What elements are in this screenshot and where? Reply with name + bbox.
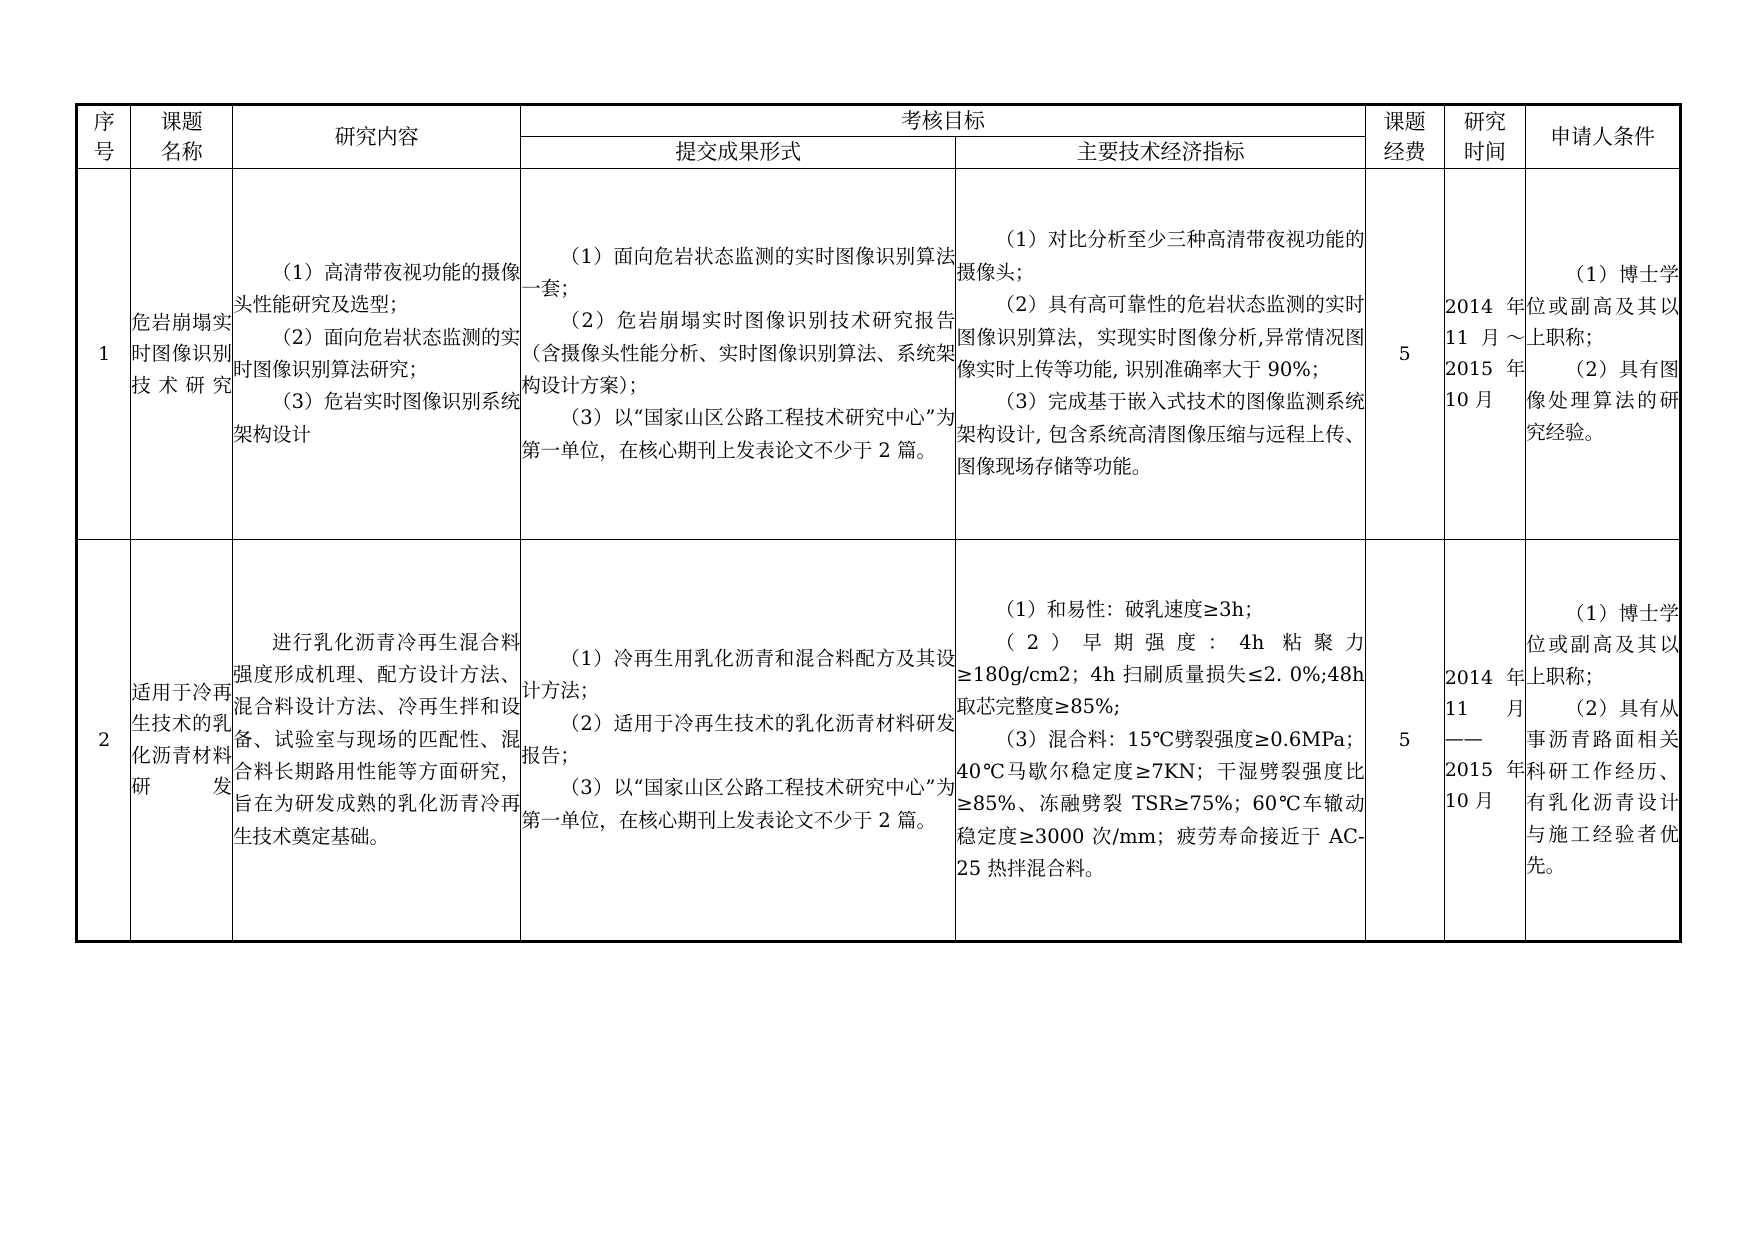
header-topic-name-line2: 名称 (160, 139, 203, 164)
header-research-content: 研究内容 (232, 105, 520, 169)
tech-index-item: （3）完成基于嵌入式技术的图像监测系统架构设计, 包含系统高清图像压缩与远程上传、图像现场存储等功能。 (956, 390, 1365, 478)
header-duration-line2: 时间 (1463, 139, 1506, 164)
research-content-item: （1）高清带夜视功能的摄像头性能研究及选型； (232, 260, 521, 317)
research-content-item: （3）危岩实时图像识别系统架构设计 (232, 390, 521, 446)
cell-duration (1444, 539, 1525, 941)
research-content-item: 进行乳化沥青冷再生混合料强度形成机理、配方设计方法、混合料设计方法、冷再生拌和设备、试验室与现场的匹配性、混合料长期路用性能等方面研究，旨在为研发成熟的乳化沥青冷再生技术奠定基础。 (232, 630, 521, 848)
research-topics-table (75, 103, 1682, 943)
topic-name-text: 危岩崩塌实时图像识别技术研究 (131, 310, 232, 397)
cell-funding: 5 (1365, 539, 1444, 941)
header-duration-line1: 研究 (1463, 109, 1506, 134)
applicant-condition-item: （1）博士学位或副高及其以上职称； (1526, 263, 1679, 350)
cell-funding: 5 (1365, 168, 1444, 539)
cell-duration (1444, 168, 1525, 539)
applicant-condition-item: （1）博士学位或副高及其以上职称； (1526, 601, 1679, 688)
cell-topic-name (131, 539, 233, 941)
deliverable-form-item: （2）危岩崩塌实时图像识别技术研究报告（含摄像头性能分析、实时图像识别算法、系统架构设计方案）； (521, 309, 956, 398)
topic-name-text: 适用于冷再生技术的乳化沥青材料研发 (131, 680, 232, 799)
header-seq-line2: 号 (93, 139, 115, 164)
header-seq-line1: 序 (93, 109, 115, 134)
cell-deliverable-form (521, 539, 956, 941)
applicant-condition-item: （2）具有从事沥青路面相关科研工作经历、有乳化沥青设计与施工经验者优先。 (1526, 696, 1679, 878)
applicant-condition-item: （2）具有图像处理算法的研究经验。 (1526, 357, 1679, 445)
header-funding-line2: 经费 (1383, 139, 1426, 164)
duration-text: 2014 年 11 月——2015 年 10 月 (1444, 666, 1526, 813)
tech-index-item: （2）早期强度：4h 粘聚力≥180g/cm2；4h 扫刷质量损失≤2. 0%;48h 取芯完整度≥85%; (956, 630, 1365, 719)
cell-deliverable-form (521, 168, 956, 539)
tech-index-item: （3）混合料：15℃劈裂强度≥0.6MPa；40℃马歇尔稳定度≥7KN；干湿劈裂强度比≥85%、冻融劈裂 TSR≥75%；60℃车辙动稳定度≥3000 次/mm；疲劳寿命接近于 AC-25 热拌混合料。 (956, 727, 1365, 881)
header-topic-name-line1: 课题 (160, 109, 203, 134)
table-row (77, 168, 1681, 539)
tech-index-item: （1）对比分析至少三种高清带夜视功能的摄像头； (956, 228, 1365, 284)
table-header-row-top (77, 105, 1681, 137)
cell-tech-economic-index (956, 539, 1365, 941)
cell-seq: 1 (77, 168, 131, 539)
research-topics-table-wrapper (75, 103, 1682, 943)
deliverable-form-item: （3）以“国家山区公路工程技术研究中心”为第一单位，在核心期刊上发表论文不少于 2 篇。 (521, 406, 956, 462)
header-seq (77, 105, 131, 169)
deliverable-form-item: （3）以“国家山区公路工程技术研究中心”为第一单位，在核心期刊上发表论文不少于 2 篇。 (521, 776, 956, 832)
tech-index-item: （1）和易性：破乳速度≥3h； (995, 598, 1264, 622)
deliverable-form-item: （1）面向危岩状态监测的实时图像识别算法一套； (521, 244, 956, 300)
header-applicant-conditions: 申请人条件 (1526, 105, 1681, 169)
header-duration (1444, 105, 1525, 169)
cell-seq: 2 (77, 539, 131, 941)
cell-applicant-conditions (1526, 168, 1681, 539)
header-funding-line1: 课题 (1383, 109, 1426, 134)
header-topic-name (131, 105, 233, 169)
header-assessment-goal: 考核目标 (521, 105, 1365, 137)
duration-text: 2014 年 11 月～2015 年 10 月 (1444, 296, 1526, 411)
header-funding (1365, 105, 1444, 169)
header-tech-economic-index: 主要技术经济指标 (956, 137, 1365, 168)
header-deliverable-form: 提交成果形式 (521, 137, 956, 168)
table-row (77, 539, 1681, 941)
research-content-item: （2）面向危岩状态监测的实时图像识别算法研究； (232, 325, 521, 381)
deliverable-form-item: （2）适用于冷再生技术的乳化沥青材料研发报告； (521, 711, 956, 767)
cell-topic-name (131, 168, 233, 539)
cell-tech-economic-index (956, 168, 1365, 539)
deliverable-form-item: （1）冷再生用乳化沥青和混合料配方及其设计方法； (521, 646, 956, 703)
cell-research-content (232, 539, 520, 941)
cell-applicant-conditions (1526, 539, 1681, 941)
tech-index-item: （2）具有高可靠性的危岩状态监测的实时图像识别算法，实现实时图像分析,异常情况图像实时上传等功能, 识别准确率大于 90%； (956, 293, 1365, 381)
cell-research-content (232, 168, 520, 539)
